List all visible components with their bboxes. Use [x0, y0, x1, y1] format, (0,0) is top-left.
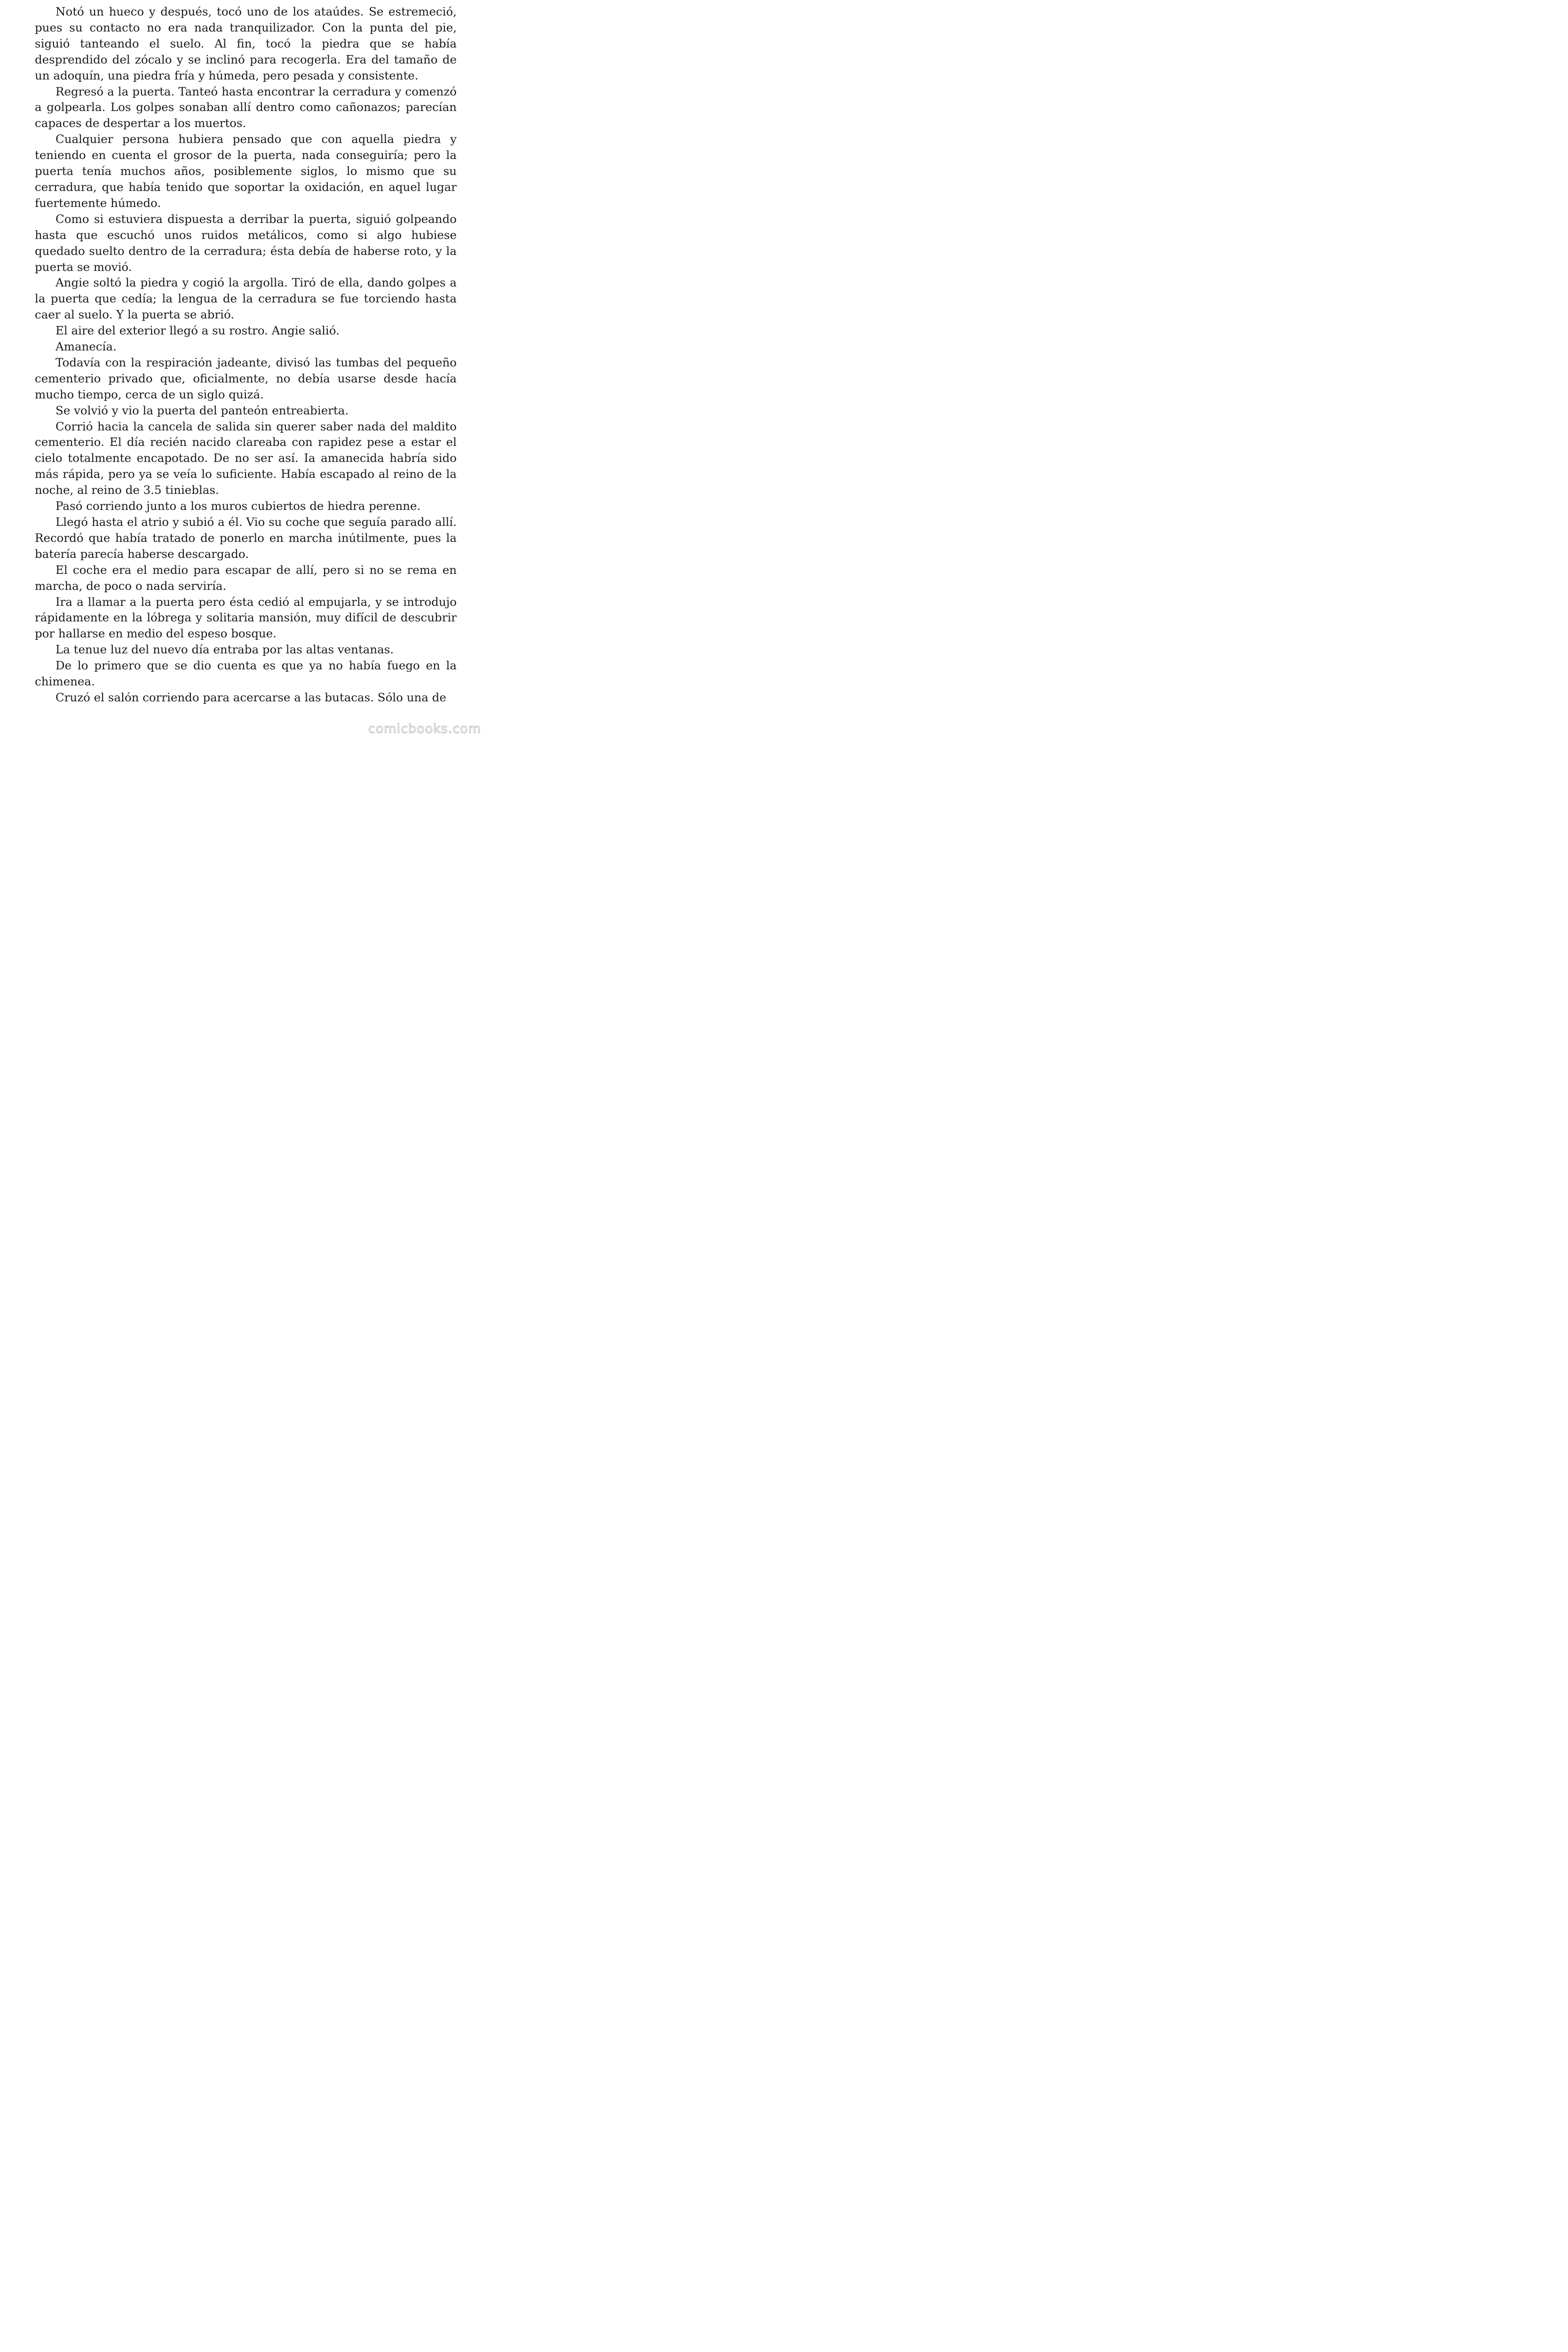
- paragraph: La tenue luz del nuevo día entraba por las altas ventanas.: [55, 643, 394, 657]
- page-body: [35, 4, 457, 706]
- paragraph: Amanecía.: [55, 340, 117, 354]
- watermark: comicbooks.com: [368, 722, 481, 736]
- paragraph: Se volvió y vio la puerta del panteón entreabierta.: [55, 403, 349, 417]
- paragraph: El coche era el medio para escapar de allí, pero si no se rema en marcha, de poco o nada serviría.: [35, 563, 457, 593]
- paragraph: Cualquier persona hubiera pensado que con aquella piedra y teniendo en cuenta el grosor de la puerta, nada conseguiría; pero la puerta tenía muchos años, posiblemente siglos, lo mismo que su cerradura, que había tenido que soportar la oxidación, en aquel lugar fuertemente húmedo.: [35, 132, 457, 210]
- paragraph: De lo primero que se dio cuenta es que ya no había fuego en la chimenea.: [35, 659, 457, 689]
- paragraph: Pasó corriendo junto a los muros cubiertos de hiedra perenne.: [55, 499, 421, 513]
- paragraph: Ira a llamar a la puerta pero ésta cedió al empujarla, y se introdujo rápidamente en la lóbrega y solitaria mansión, muy difícil de descubrir por hallarse en medio del espeso bosque.: [35, 595, 457, 641]
- paragraph: Angie soltó la piedra y cogió la argolla. Tiró de ella, dando golpes a la puerta que cedía; la lengua de la cerradura se fue torciendo hasta caer al suelo. Y la puerta se abrió.: [35, 276, 457, 322]
- paragraph: Regresó a la puerta. Tanteó hasta encontrar la cerradura y comenzó a golpearla. Los golpes sonaban allí dentro como cañonazos; parecían capaces de despertar a los muertos.: [35, 84, 457, 130]
- paragraph: Notó un hueco y después, tocó uno de los ataúdes. Se estremeció, pues su contacto no era nada tranquilizador. Con la punta del pie, siguió tanteando el suelo. Al fin, tocó la piedra que se había desprendido del zócalo y se inclinó para recogerla. Era del tamaño de un adoquín, una piedra fría y húmeda, pero pesada y consistente.: [35, 5, 457, 82]
- paragraph: Corrió hacia la cancela de salida sin querer saber nada del maldito cementerio. El día recién nacido clareaba con rapidez pese a estar el cielo totalmente encapotado. De no ser así. Ia amanecida habría sido más rápida, pero ya se veía lo suficiente. Había escapado al reino de la noche, al reino de 3.5 tinieblas.: [35, 419, 457, 497]
- paragraph: Cruzó el salón corriendo para acercarse a las butacas. Sólo una de: [55, 690, 446, 704]
- paragraph: Llegó hasta el atrio y subió a él. Vio su coche que seguía parado allí. Recordó que había tratado de ponerlo en marcha inútilmente, pues la batería parecía haberse descargado.: [35, 515, 457, 561]
- paragraph: Todavía con la respiración jadeante, divisó las tumbas del pequeño cementerio privado que, oficialmente, no debía usarse desde hacía mucho tiempo, cerca de un siglo quizá.: [35, 355, 457, 401]
- paragraph: El aire del exterior llegó a su rostro. Angie salió.: [55, 324, 340, 338]
- paragraph: Como si estuviera dispuesta a derribar la puerta, siguió golpeando hasta que escuchó unos ruidos metálicos, como si algo hubiese quedado suelto dentro de la cerradura; ésta debía de haberse roto, y la puerta se movió.: [35, 212, 457, 274]
